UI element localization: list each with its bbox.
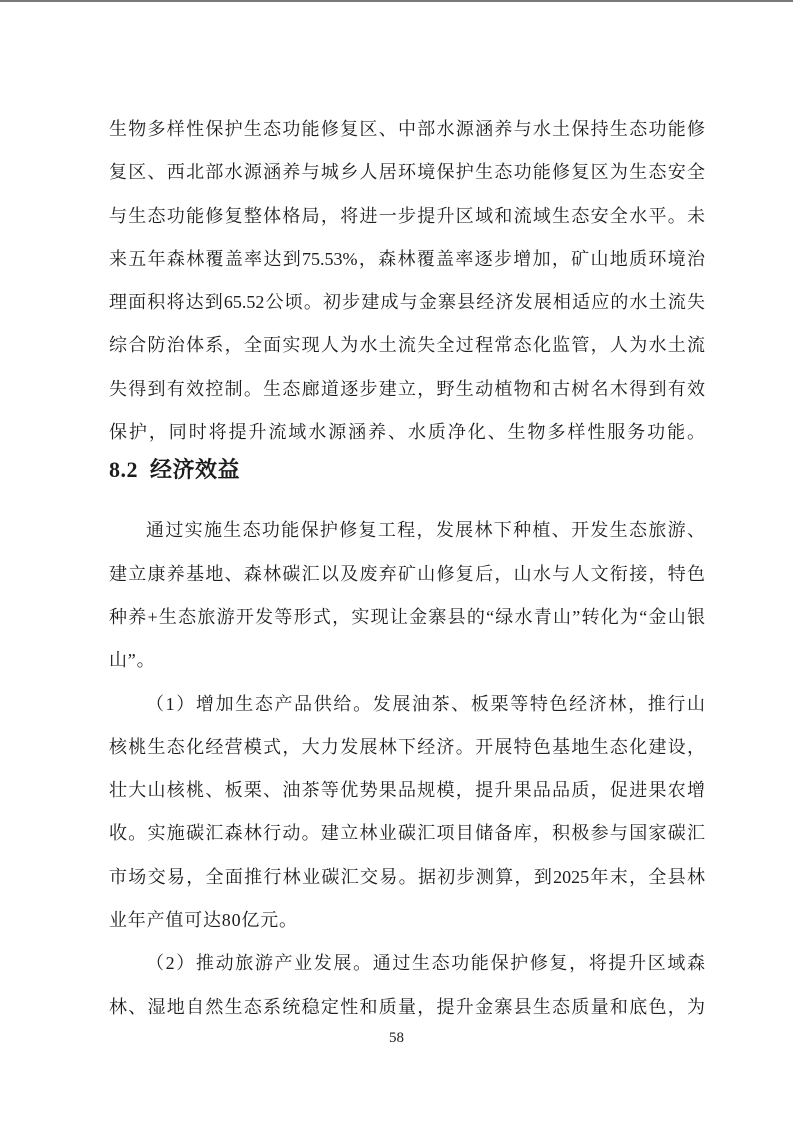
page-number: 58 [389,1030,404,1046]
text-line: 核桃生态化经营模式，大力发展林下经济。开展特色基地生态化建设， [109,736,705,757]
text-line: 来五年森林覆盖率达到75.53%，森林覆盖率逐步增加，矿山地质环境治 [109,248,705,269]
page-body [109,108,705,1029]
paragraph-item-2-tourism [109,942,705,1029]
text-line: 种养+生态旅游开发等形式，实现让金寨县的“绿水青山”转化为“金山银 [109,606,705,627]
text-line: 综合防治体系，全面实现人为水土流失全过程常态化监管，人为水土流 [109,335,705,356]
paragraph-item-1-eco-products [109,683,705,943]
text-line: 保护，同时将提升流域水源涵养、水质净化、生物多样性服务功能。 [109,422,705,443]
text-line: 壮大山核桃、板栗、油茶等优势果品规模，提升果品品质，促进果农增 [109,780,705,801]
text-line: 通过实施生态功能保护修复工程，发展林下种植、开发生态旅游、 [146,520,705,541]
text-line: 业年产值可达80亿元。 [109,910,298,931]
section-heading-economic-benefits: 8.2 经济效益 [109,457,241,483]
text-line: 收。实施碳汇森林行动。建立林业碳汇项目储备库，积极参与国家碳汇 [109,823,705,844]
text-line: （1）增加生态产品供给。发展油茶、板栗等特色经济林，推行山 [146,693,705,714]
paragraph-economic-overview [109,509,705,682]
text-line: 理面积将达到65.52公顷。初步建成与金寨县经济发展相适应的水土流失 [109,292,705,313]
text-line: 林、湿地自然生态系统稳定性和质量，提升金寨县生态质量和底色，为 [109,996,705,1017]
text-line: 复区、西北部水源涵养与城乡人居环境保护生态功能修复区为生态安全 [109,162,705,183]
text-line: 与生态功能修复整体格局，将进一步提升区域和流域生态安全水平。未 [109,205,705,226]
text-line: 生物多样性保护生态功能修复区、中部水源涵养与水土保持生态功能修 [109,119,705,139]
text-line: （2）推动旅游产业发展。通过生态功能保护修复，将提升区域森 [146,953,705,974]
text-line: 建立康养基地、森林碳汇以及废弃矿山修复后，山水与人文衔接，特色 [109,563,705,584]
text-line: 市场交易，全面推行林业碳汇交易。据初步测算，到2025年末，全县林 [109,866,705,887]
paragraph-ecological-benefits-continuation [109,108,705,454]
text-line: 山”。 [109,650,156,671]
page-top-edge [0,0,793,2]
text-line: 失得到有效控制。生态廊道逐步建立，野生动植物和古树名木得到有效 [109,378,705,399]
